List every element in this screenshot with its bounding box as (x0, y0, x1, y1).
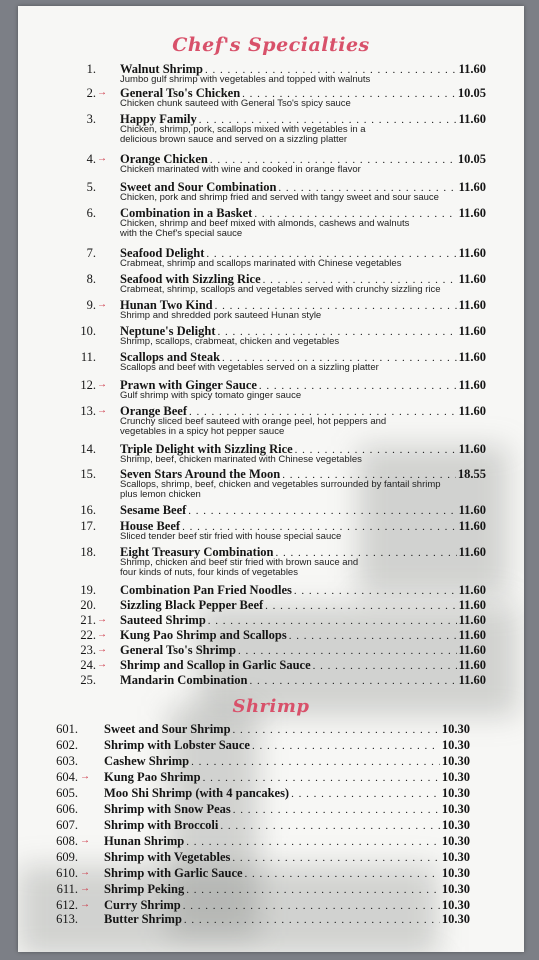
chili-pepper-icon: → (97, 299, 107, 310)
item-name: Combination in a Basket (120, 206, 253, 220)
item-name-line (120, 583, 486, 598)
item-price: 11.60 (458, 519, 486, 533)
dot-leader (313, 660, 457, 672)
item-name-line (120, 658, 486, 673)
dot-leader (289, 630, 457, 642)
item-price: 10.30 (441, 882, 470, 896)
dot-leader (208, 615, 457, 627)
item-description: plus lemon chicken (120, 489, 201, 500)
chili-pepper-icon: → (97, 629, 107, 640)
item-price: 11.60 (458, 378, 486, 392)
item-description: vegetables in a spicy hot pepper sauce (120, 426, 285, 437)
item-price: 11.60 (458, 673, 486, 687)
item-number: 607. (56, 818, 78, 832)
item-name-line (104, 738, 470, 753)
dot-leader (245, 868, 440, 880)
item-name: General Tso's Chicken (120, 86, 241, 100)
item-name-line (104, 850, 470, 865)
item-number: 12. (80, 378, 96, 392)
item-price: 11.60 (458, 658, 486, 672)
item-number: 17. (80, 519, 96, 533)
item-price: 11.60 (458, 628, 486, 642)
item-name: Sweet and Sour Combination (120, 180, 277, 194)
item-description: Chicken, pork and shrimp fried and served with tangy sweet and sour sauce (120, 192, 439, 203)
item-price: 10.30 (441, 850, 470, 864)
dot-leader (294, 585, 457, 597)
item-name: Shrimp with Broccoli (104, 818, 219, 832)
item-price: 11.60 (458, 598, 486, 612)
item-description: Scallops and beef with vegetables served on a sizzling platter (120, 362, 379, 373)
section-title-chefs-specialties: Chef's Specialties (172, 34, 370, 56)
item-number: 3. (86, 112, 96, 126)
item-name-line (104, 802, 470, 817)
item-number: 606. (56, 802, 78, 816)
item-number: 608. (56, 834, 78, 848)
item-number: 602. (56, 738, 78, 752)
item-name: Shrimp with Vegetables (104, 850, 231, 864)
item-number: 18. (80, 545, 96, 559)
item-name: Mandarin Combination (120, 673, 248, 687)
item-number: 20. (80, 598, 96, 612)
item-name: Cashew Shrimp (104, 754, 190, 768)
item-name: Shrimp with Garlic Sauce (104, 866, 243, 880)
item-description: delicious brown sauce and served on a sizzling platter (120, 134, 348, 145)
item-name: Hunan Two Kind (120, 298, 213, 312)
item-number: 15. (80, 467, 96, 481)
item-name: Kung Pao Shrimp and Scallops (120, 628, 287, 642)
item-name: House Beef (120, 519, 181, 533)
item-number: 9. (86, 298, 96, 312)
item-price: 10.30 (441, 818, 470, 832)
dot-leader (188, 505, 456, 517)
item-name: Hunan Shrimp (104, 834, 185, 848)
item-price: 10.30 (441, 834, 470, 848)
item-price: 11.60 (458, 112, 486, 126)
dot-leader (252, 740, 440, 752)
item-price: 11.60 (458, 442, 486, 456)
item-price: 10.30 (441, 866, 470, 880)
item-name: Kung Pao Shrimp (104, 770, 201, 784)
item-description: Crabmeat, shrimp, scallops and vegetables served with crunchy sizzling rice (120, 284, 441, 295)
item-name: Sesame Beef (120, 503, 187, 517)
item-description: Chicken, shrimp and beef mixed with almonds, cashews and walnuts (120, 218, 410, 229)
item-name-line (104, 866, 470, 881)
item-number: 605. (56, 786, 78, 800)
item-name: Seafood with Sizzling Rice (120, 272, 261, 286)
item-description: Gulf shrimp with spicy tomato ginger sauce (120, 390, 302, 401)
item-price: 10.30 (441, 786, 470, 800)
menu-page (18, 6, 524, 952)
item-number: 613. (56, 912, 78, 926)
item-description: four kinds of nuts, four kinds of vegetables (120, 567, 298, 578)
item-name: Orange Beef (120, 404, 187, 418)
item-name: General Tso's Shrimp (120, 643, 236, 657)
item-price: 11.60 (458, 180, 486, 194)
item-number: 2. (86, 86, 96, 100)
item-price: 11.60 (458, 545, 486, 559)
item-name: Triple Delight with Sizzling Rice (120, 442, 293, 456)
item-name: Shrimp with Lobster Sauce (104, 738, 250, 752)
item-price: 11.60 (458, 324, 486, 338)
item-name-line (104, 722, 470, 737)
item-name: Orange Chicken (120, 152, 208, 166)
item-number: 22. (80, 628, 96, 642)
item-name: Sizzling Black Pepper Beef (120, 598, 264, 612)
chili-pepper-icon: → (97, 379, 107, 390)
item-name: Moo Shi Shrimp (with 4 pancakes) (104, 786, 290, 800)
dot-leader (220, 820, 440, 832)
item-name-line (120, 613, 486, 628)
item-number: 610. (56, 866, 78, 880)
chili-pepper-icon: → (97, 87, 107, 98)
item-number: 25. (80, 673, 96, 687)
dot-leader (265, 600, 456, 612)
item-description: Shrimp, beef, chicken marinated with Chinese vegetables (120, 454, 362, 465)
item-name: Sauteed Shrimp (120, 613, 206, 627)
dot-leader (232, 852, 439, 864)
item-price: 11.60 (458, 583, 486, 597)
item-name-line (104, 898, 470, 913)
item-number: 6. (86, 206, 96, 220)
dot-leader (291, 788, 440, 800)
item-name-line (120, 598, 486, 613)
item-description: Scallops, shrimp, beef, chicken and vegetables surrounded by fantail shrimp (120, 479, 441, 490)
item-description: Sliced tender beef stir fried with house special sauce (120, 531, 342, 542)
item-name: Eight Treasury Combination (120, 545, 274, 559)
dot-leader (184, 914, 440, 926)
item-name: Combination Pan Fried Noodles (120, 583, 292, 597)
item-name-line (104, 786, 470, 801)
item-name-line (104, 834, 470, 849)
dot-leader (191, 756, 440, 768)
item-description: Shrimp, chicken and beef stir fried with brown sauce and (120, 557, 359, 568)
item-number: 604. (56, 770, 78, 784)
dot-leader (249, 675, 456, 687)
item-price: 10.30 (441, 898, 470, 912)
chili-pepper-icon: → (97, 644, 107, 655)
item-number: 23. (80, 643, 96, 657)
item-name: Scallops and Steak (120, 350, 221, 364)
dot-leader (233, 804, 440, 816)
item-name: Curry Shrimp (104, 898, 181, 912)
item-name-line (104, 770, 470, 785)
item-number: 4. (86, 152, 96, 166)
item-name: Seafood Delight (120, 246, 205, 260)
chili-pepper-icon: → (97, 659, 107, 670)
item-name: Neptune's Delight (120, 324, 216, 338)
item-number: 601. (56, 722, 78, 736)
item-number: 14. (80, 442, 96, 456)
item-description: Crabmeat, shrimp and scallops marinated with Chinese vegetables (120, 258, 402, 269)
item-price: 10.05 (457, 86, 486, 100)
item-price: 11.60 (458, 503, 486, 517)
chili-pepper-icon: → (80, 867, 90, 878)
item-name: Shrimp and Scallop in Garlic Sauce (120, 658, 311, 672)
item-price: 10.30 (441, 912, 470, 926)
item-name: Seven Stars Around the Moon (120, 467, 281, 481)
item-number: 19. (80, 583, 96, 597)
item-name: Walnut Shrimp (120, 62, 204, 76)
item-description: Chicken chunk sauteed with General Tso's spicy sauce (120, 98, 351, 109)
item-description: Shrimp and shredded pork sauteed Hunan style (120, 310, 322, 321)
item-price: 11.60 (458, 298, 486, 312)
item-number: 13. (80, 404, 96, 418)
item-price: 10.30 (441, 722, 470, 736)
item-price: 11.60 (458, 350, 486, 364)
item-description: Jumbo gulf shrimp with vegetables and topped with walnuts (120, 74, 371, 85)
item-number: 7. (86, 246, 96, 260)
item-description: Chicken marinated with wine and cooked in orange flavor (120, 164, 361, 175)
chili-pepper-icon: → (80, 835, 90, 846)
dot-leader (238, 645, 457, 657)
item-price: 11.60 (458, 643, 486, 657)
item-price: 11.60 (458, 62, 486, 76)
item-number: 1. (86, 62, 96, 76)
chili-pepper-icon: → (97, 153, 107, 164)
item-price: 11.60 (458, 404, 486, 418)
item-price: 11.60 (458, 206, 486, 220)
item-number: 609. (56, 850, 78, 864)
chili-pepper-icon: → (80, 883, 90, 894)
item-price: 11.60 (458, 272, 486, 286)
chili-pepper-icon: → (80, 771, 90, 782)
item-name-line (120, 673, 486, 688)
item-number: 8. (86, 272, 96, 286)
item-description: Shrimp, scallops, crabmeat, chicken and vegetables (120, 336, 340, 347)
dot-leader (186, 884, 440, 896)
item-name-line (120, 628, 486, 643)
item-price: 10.30 (441, 754, 470, 768)
item-name: Happy Family (120, 112, 197, 126)
item-description: Crunchy sliced beef sauteed with orange peel, hot peppers and (120, 416, 387, 427)
item-name: Shrimp with Snow Peas (104, 802, 231, 816)
item-description: Chicken, shrimp, pork, scallops mixed with vegetables in a (120, 124, 366, 135)
item-price: 18.55 (457, 467, 486, 481)
item-number: 603. (56, 754, 78, 768)
item-name: Prawn with Ginger Sauce (120, 378, 257, 392)
item-description: with the Chef's special sauce (120, 228, 243, 239)
chili-pepper-icon: → (97, 614, 107, 625)
item-name: Shrimp Peking (104, 882, 185, 896)
dot-leader (203, 772, 440, 784)
chili-pepper-icon: → (97, 405, 107, 416)
item-price: 10.30 (441, 770, 470, 784)
item-name-line (104, 882, 470, 897)
item-number: 612. (56, 898, 78, 912)
item-name-line (120, 503, 486, 518)
dot-leader (233, 724, 440, 736)
chili-pepper-icon: → (80, 899, 90, 910)
item-number: 5. (86, 180, 96, 194)
item-price: 11.60 (458, 246, 486, 260)
item-number: 611. (56, 882, 78, 896)
item-name: Butter Shrimp (104, 912, 182, 926)
item-number: 10. (80, 324, 96, 338)
item-number: 16. (80, 503, 96, 517)
dot-leader (186, 836, 440, 848)
item-name: Sweet and Sour Shrimp (104, 722, 231, 736)
item-name-line (120, 643, 486, 658)
item-price: 10.30 (441, 738, 470, 752)
item-price: 11.60 (458, 613, 486, 627)
item-price: 10.30 (441, 802, 470, 816)
item-number: 24. (80, 658, 96, 672)
item-name-line (104, 818, 470, 833)
item-price: 10.05 (457, 152, 486, 166)
item-number: 11. (80, 350, 96, 364)
item-name-line (104, 754, 470, 769)
item-name-line (104, 912, 470, 927)
section-title-shrimp: Shrimp (232, 696, 310, 717)
dot-leader (183, 900, 440, 912)
item-number: 21. (80, 613, 96, 627)
